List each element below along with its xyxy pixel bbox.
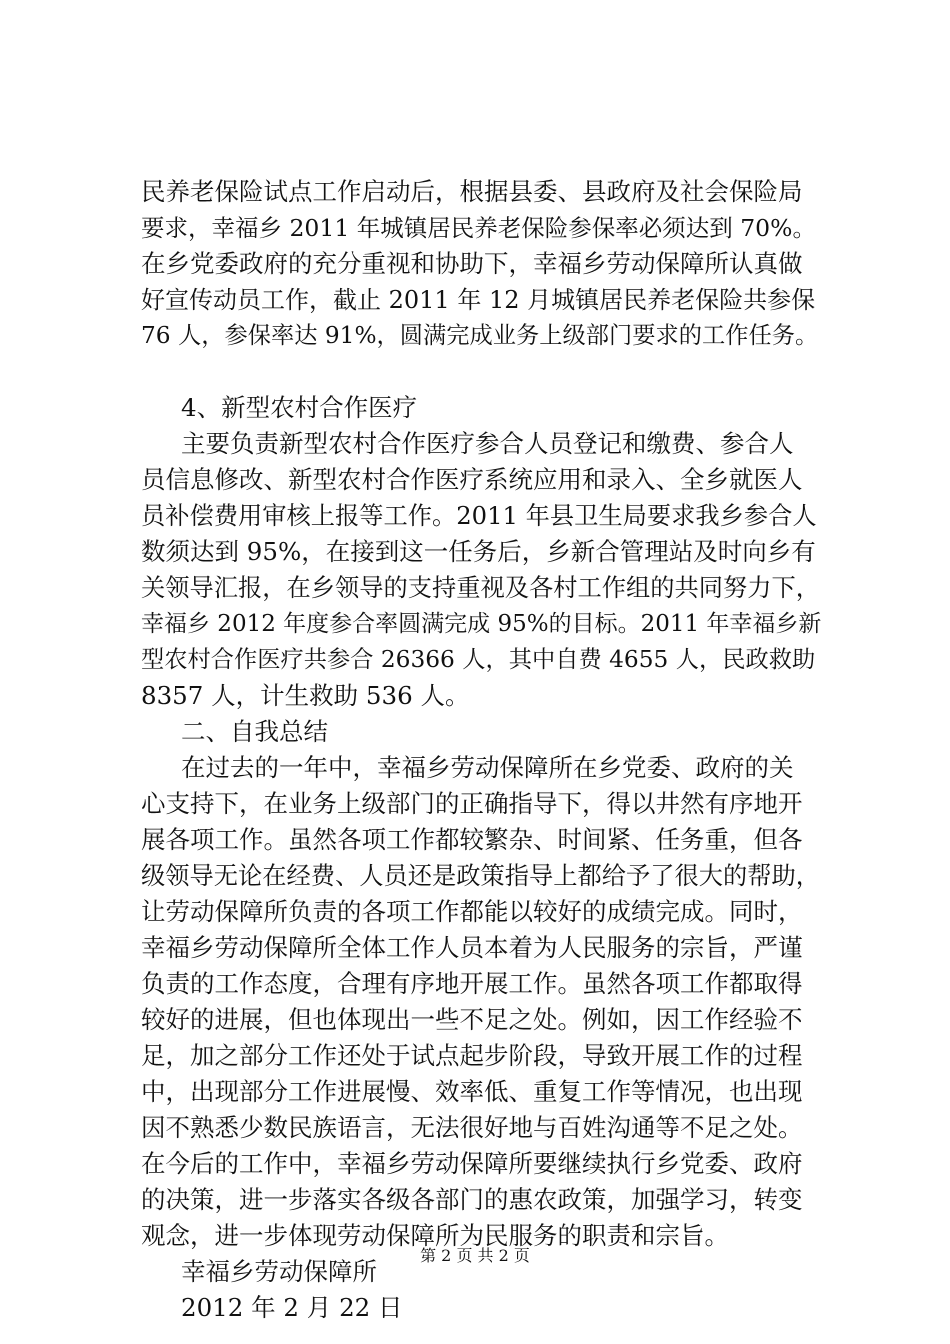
text-line: 幸福乡劳动保障所全体工作人员本着为人民服务的宗旨，严谨 [141,933,803,962]
text-line: 8357 人，计生救助 536 人。 [141,681,470,710]
text-line: 民养老保险试点工作启动后，根据县委、县政府及社会保险局 [141,177,803,206]
text-line: 因不熟悉少数民族语言，无法很好地与百姓沟通等不足之处。 [141,1113,803,1142]
section-heading-rural-medical: 4、新型农村合作医疗 [181,393,418,422]
text-line: 好宣传动员工作，截止 2011 年 12 月城镇居民养老保险共参保 [141,286,816,314]
text-line: 足，加之部分工作还处于试点起步阶段，导致开展工作的过程 [141,1041,803,1070]
signature-organization: 幸福乡劳动保障所 [181,1257,377,1286]
paragraph-rural-medical [141,426,822,714]
text-line: 幸福乡 2012 年度参合率圆满完成 95%的目标。2011 年幸福乡新 [141,611,822,637]
text-line: 的决策，进一步落实各级各部门的惠农政策，加强学习，转变 [141,1185,803,1214]
text-line: 要求，幸福乡 2011 年城镇居民养老保险参保率必须达到 70%。 [141,214,816,242]
text-line: 在过去的一年中，幸福乡劳动保障所在乡党委、政府的关 [181,753,794,782]
text-line: 负责的工作态度，合理有序地开展工作。虽然各项工作都取得 [141,969,803,998]
text-line: 主要负责新型农村合作医疗参合人员登记和缴费、参合人 [181,429,794,458]
paragraph-self-summary [141,750,821,1254]
text-line: 在今后的工作中，幸福乡劳动保障所要继续执行乡党委、政府 [141,1149,803,1178]
text-line: 数须达到 95%，在接到这一任务后，乡新合管理站及时向乡有 [141,537,816,566]
paragraph-pension-results [141,174,819,354]
section-heading-self-summary: 二、自我总结 [181,717,328,746]
text-line: 心支持下，在业务上级部门的正确指导下，得以井然有序地开 [141,789,803,818]
document-body [141,174,822,1326]
text-line: 员补偿费用审核上报等工作。2011 年县卫生局要求我乡参合人 [141,501,817,530]
text-line: 在乡党委政府的充分重视和协助下，幸福乡劳动保障所认真做 [141,249,803,278]
text-line: 76 人，参保率达 91%，圆满完成业务上级部门要求的工作任务。 [141,322,819,349]
page-number-footer: 第 2 页 共 2 页 [420,1246,530,1265]
text-line: 较好的进展，但也体现出一些不足之处。例如，因工作经验不 [141,1005,803,1034]
paragraph-gap [141,354,813,390]
text-line: 展各项工作。虽然各项工作都较繁杂、时间紧、任务重，但各 [141,825,803,854]
text-line: 级领导无论在经费、人员还是政策指导上都给予了很大的帮助， [141,861,821,890]
text-line: 员信息修改、新型农村合作医疗系统应用和录入、全乡就医人 [141,465,803,494]
text-line: 让劳动保障所负责的各项工作都能以较好的成绩完成。同时， [141,897,803,926]
text-line: 关领导汇报，在乡领导的支持重视及各村工作组的共同努力下， [141,573,821,602]
text-line: 中，出现部分工作进展慢、效率低、重复工作等情况，也出现 [141,1077,803,1106]
text-line: 观念，进一步体现劳动保障所为民服务的职责和宗旨。 [141,1221,729,1250]
text-line: 型农村合作医疗共参合 26366 人，其中自费 4655 人，民政救助 [141,646,816,673]
signature-date: 2012 年 2 月 22 日 [181,1293,403,1322]
